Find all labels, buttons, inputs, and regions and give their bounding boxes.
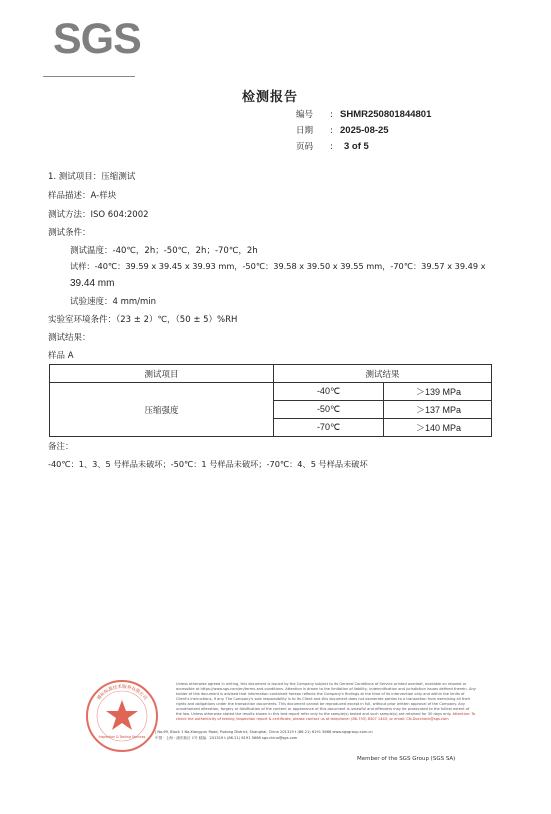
meta-key: 编号 xyxy=(296,110,314,120)
sample-name: 样品 A xyxy=(48,351,74,361)
test-temperatures: 测试温度：-40℃，2h；-50℃，2h；-70℃，2h xyxy=(70,246,258,256)
specimen-dimensions-cont: 39.44 mm xyxy=(70,278,115,289)
test-conditions-label: 测试条件： xyxy=(48,228,91,238)
sample-description: 样品描述：A-样块 xyxy=(48,191,117,201)
test-method: 测试方法：ISO 604:2002 xyxy=(48,210,149,220)
table-row xyxy=(50,383,492,401)
result-cell: ＞140 MPa xyxy=(384,419,492,437)
sgs-logo xyxy=(53,14,141,64)
address-cn: 中国 · 上海 · 浦东新区 1号 邮编：201319 t (86-21) 6191 5666 sgs.china@sgs.com xyxy=(155,736,298,740)
report-page-row: 页码 : 3 of 5 xyxy=(296,141,369,152)
table-header-row xyxy=(50,365,492,383)
address-block xyxy=(155,730,485,742)
report-date-row: 日期 : 2025-08-25 xyxy=(296,125,389,136)
report-page: 3 of 5 xyxy=(344,141,369,152)
disclaimer xyxy=(176,682,476,722)
result-cell: ＞137 MPa xyxy=(384,401,492,419)
temperature-cell: -40℃ xyxy=(274,383,384,401)
attention-text: Attention: To check the authenticity of testing /inspection report & certificate, please contact us at telephone: (86-755) 8307 1443, or email: CN.Doccheck@sgs.com xyxy=(176,712,476,721)
company-seal xyxy=(84,678,160,754)
results-table xyxy=(49,364,492,437)
report-date: 2025-08-25 xyxy=(340,125,389,136)
test-item: 1. 测试项目：压缩测试 xyxy=(48,172,136,182)
test-results-label: 测试结果： xyxy=(48,333,91,343)
footer xyxy=(48,674,488,764)
meta-key: 日期 xyxy=(296,126,314,136)
member-text: Member of the SGS Group (SGS SA) xyxy=(357,756,456,762)
test-item-cell: 压缩强度 xyxy=(50,383,274,437)
header-test-item: 测试项目 xyxy=(50,365,274,383)
lab-environment: 实验室环境条件：（23 ± 2）℃，（50 ± 5）%RH xyxy=(48,315,238,325)
report-number-row: 编号 : SHMR250801844801 xyxy=(296,109,432,120)
disclaimer-text: Unless otherwise agreed in writing, this document is issued by the Company subject to its General Conditions of Service printed overleaf, available on request or accessible at https://www.sgs.com/en/terms-and-conditions. Attention is drawn to the limitation of liability, indemnification and jurisdiction issues defined therein. Any holder of this document is advised that information contained hereon reflects the Company's findings at the time of its intervention only and within the limits of Client's instructions, if any. The Company's sole responsibility is to its Client and this document does not exonerate parties to a transaction from exercising all their rights and obligations under the transaction documents. This document cannot be reproduced except in full, without prior written approval of the Company. Any unauthorized alteration, forgery or falsification of the content or appearance of this document is unlawful and offenders may be prosecuted to the fullest extent of the law. Unless otherwise stated the results shown in this test report refer only to the sample(s) tested and such sample(s) are retained for 30 days only. xyxy=(176,682,476,716)
seal-text: 通标标准技术服务有限公司 xyxy=(96,684,148,702)
report-title: 检测报告 xyxy=(242,90,299,105)
specimen-dimensions: 试样：-40℃：39.59 x 39.45 x 39.93 mm，-50℃：39.58 x 39.50 x 39.55 mm，-70℃：39.57 x 39.49 x xyxy=(70,261,486,271)
result-cell: ＞139 MPa xyxy=(384,383,492,401)
temperature-cell: -70℃ xyxy=(274,419,384,437)
report-number: SHMR250801844801 xyxy=(340,109,432,120)
meta-key: 页码 xyxy=(296,142,314,152)
notes-label: 备注： xyxy=(48,442,74,452)
seal-sub-text: Inspection & Testing Services xyxy=(98,735,146,739)
notes-text: -40℃：1、3、5 号样品未破坏；-50℃：1 号样品未破坏；-70℃：4、5 号样品未破坏 xyxy=(48,459,368,469)
temperature-cell: -50℃ xyxy=(274,401,384,419)
address-en: | No.69, Block 1 No.Xiangyun Road, Pudong District, Shanghai, China 201319 t (86-21) 6191 5666 www.sgsgroup.com.cn xyxy=(155,730,373,734)
test-speed: 试验速度：4 mm/min xyxy=(70,297,157,307)
logo-underline xyxy=(43,76,135,77)
header-test-result: 测试结果 xyxy=(274,365,492,383)
logo-text: SGS xyxy=(53,15,141,63)
